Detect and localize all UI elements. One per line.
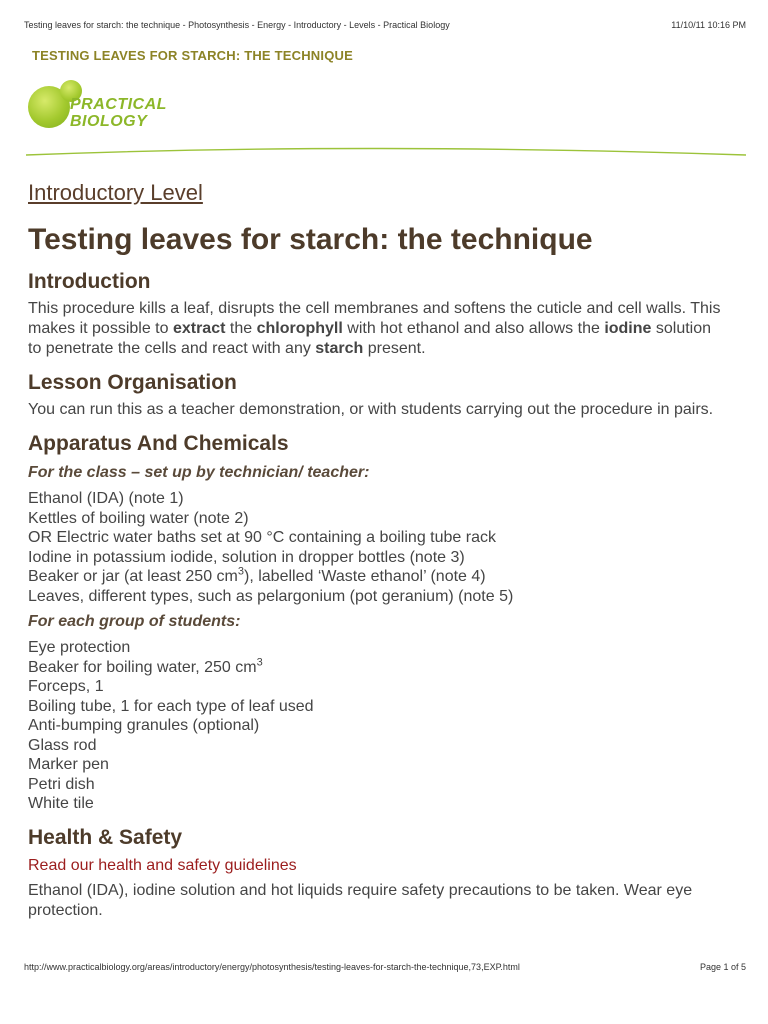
- introduction-text: This procedure kills a leaf, disrupts the cell membranes and softens the cuticle and cell walls. This makes it possible to extract the chlorophyll with hot ethanol and also allows the iodine solution to penetrate the cells and react with any starch present.: [28, 300, 721, 357]
- apparatus-section: [28, 430, 728, 814]
- print-header-datetime: 11/10/11 10:16 PM: [671, 20, 746, 30]
- practical-biology-logo[interactable]: [26, 76, 186, 136]
- list-item: Boiling tube, 1 for each type of leaf used: [28, 697, 314, 715]
- introductory-level-link[interactable]: Introductory Level: [28, 180, 203, 205]
- header-divider: [26, 140, 746, 158]
- list-item: Anti-bumping granules (optional): [28, 717, 260, 734]
- list-item: Glass rod: [28, 736, 97, 754]
- print-header: [24, 20, 746, 30]
- health-safety-section: [28, 824, 728, 921]
- introduction-heading: Introduction: [28, 270, 151, 293]
- lesson-organisation-text: You can run this as a teacher demonstration, or with students carrying out the procedure in pairs.: [28, 401, 714, 418]
- group-apparatus-list: [28, 638, 728, 814]
- print-header-title: Testing leaves for starch: the technique - Photosynthesis - Energy - Introductory - Levels - Practical Biology: [24, 20, 450, 30]
- list-item: Ethanol (IDA) (note 1): [28, 490, 184, 507]
- list-item: Eye protection: [28, 639, 131, 656]
- list-item: White tile: [28, 795, 94, 812]
- logo-line1: PRACTICAL: [70, 96, 167, 113]
- apparatus-heading: Apparatus And Chemicals: [28, 432, 289, 455]
- health-safety-heading: Health & Safety: [28, 825, 183, 849]
- list-item: Beaker for boiling water, 250 $cm^3$: [28, 656, 263, 676]
- main-content: [28, 178, 728, 921]
- page-title: Testing leaves for starch: the technique: [28, 223, 593, 256]
- list-item: Beaker or jar (at least 250 $cm^3$), labelled ‘Waste ethanol’ (note 4): [28, 565, 486, 585]
- print-footer-url: http://www.practicalbiology.org/areas/introductory/energy/photosynthesis/testing-leaves-for-starch-the-technique,73,EXP.html: [24, 962, 520, 972]
- introduction-section: [28, 268, 728, 359]
- list-item: Leaves, different types, such as pelargonium (pot geranium) (note 5): [28, 587, 514, 605]
- health-safety-text: Ethanol (IDA), iodine solution and hot liquids require safety precautions to be taken. Wear eye protection.: [28, 881, 693, 919]
- list-item: Kettles of boiling water (note 2): [28, 509, 249, 527]
- list-item: Iodine in potassium iodide, solution in dropper bottles (note 3): [28, 548, 465, 566]
- print-footer-page: Page 1 of 5: [699, 962, 746, 972]
- print-footer: [24, 962, 746, 972]
- health-safety-guidelines-link[interactable]: Read our health and safety guidelines: [28, 856, 297, 874]
- class-subheading: For the class – set up by technician/ teacher:: [28, 464, 370, 481]
- lesson-organisation-section: [28, 369, 728, 420]
- group-subheading: For each group of students:: [28, 613, 241, 630]
- class-apparatus-list: [28, 489, 728, 606]
- list-item: Marker pen: [28, 756, 109, 773]
- lesson-organisation-heading: Lesson Organisation: [28, 371, 237, 394]
- logo-text: [70, 96, 167, 130]
- list-item: OR Electric water baths set at 90 °C containing a boiling tube rack: [28, 529, 496, 546]
- list-item: Petri dish: [28, 775, 95, 793]
- list-item: Forceps, 1: [28, 678, 104, 695]
- site-banner: TESTING LEAVES FOR STARCH: THE TECHNIQUE: [32, 48, 353, 63]
- logo-line2: BIOLOGY: [70, 113, 148, 130]
